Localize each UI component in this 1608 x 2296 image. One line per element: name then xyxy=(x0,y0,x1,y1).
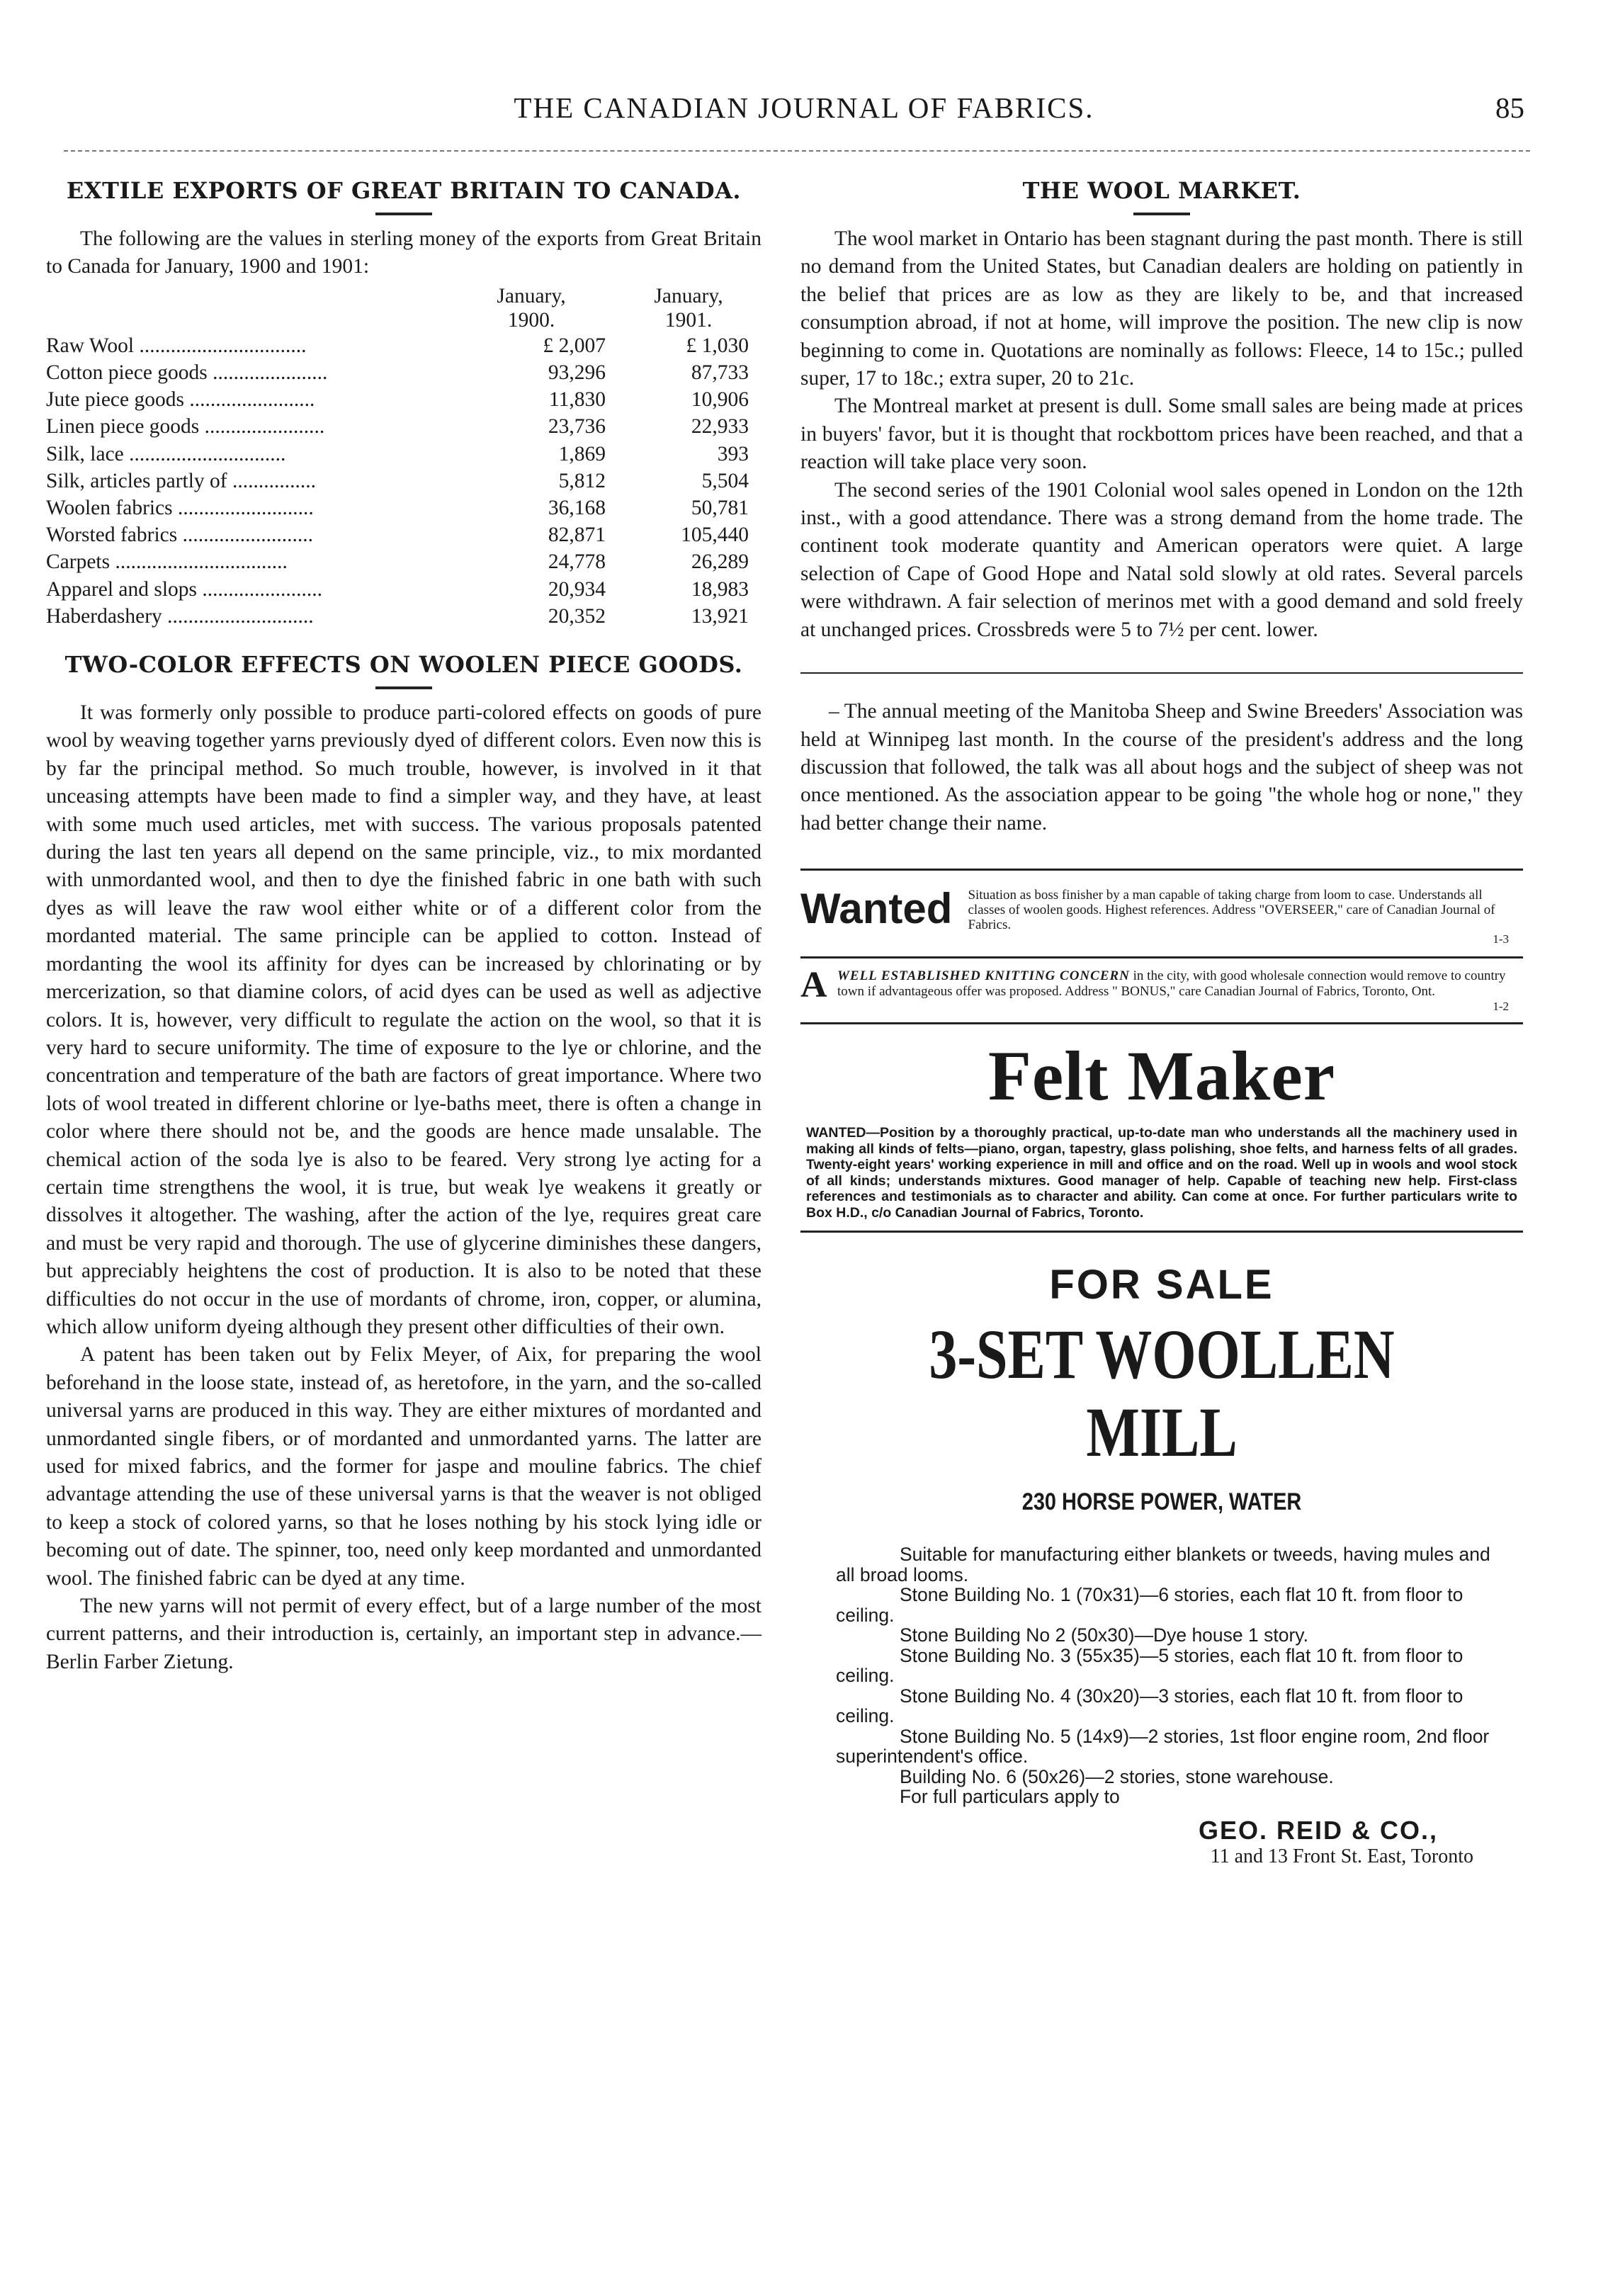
mill-line: Stone Building No. 3 (55x35)—5 stories, each flat 10 ft. from floor to ceiling. xyxy=(836,1644,1463,1687)
table-row: Jute piece goods ........................ 11,830 10,906 xyxy=(46,388,749,412)
ad-rule xyxy=(800,869,1523,871)
col-1900-year: 1900. xyxy=(507,308,555,332)
exports-intro: The following are the values in sterling money of the exports from Great Britain to Canada for January, 1900 and 1901: xyxy=(46,227,761,278)
running-header xyxy=(0,91,1608,133)
mill-title: 3-SET WOOLLEN MILL xyxy=(929,1315,1395,1472)
knitting-concern-ad xyxy=(800,965,1523,1006)
manitoba-paragraph: – The annual meeting of the Manitoba Sheep and Swine Breeders' Association was held at Winnipeg last month. In the course of the president's address and the long discussion that followed, the talk was all about hogs and the subject of sheep was not once mentioned. As the association appear to be going "the whole hog or none," they had better change their name. xyxy=(800,700,1523,835)
wanted-text: Situation as boss finisher by a man capable of taking charge from loom to case. Understands all classes of woolen goods. Highest references. Address "OVERSEER," care of Canadian Journal of Fabrics. xyxy=(968,888,1495,933)
left-column xyxy=(46,177,761,1676)
table-row: Silk, articles partly of ................ 5,812 5,504 xyxy=(46,469,749,492)
mill-line: Stone Building No. 5 (14x9)—2 stories, 1st floor engine room, 2nd floor superintendent's office. xyxy=(836,1725,1490,1768)
mill-details xyxy=(836,1544,1502,1807)
concern-text: in the city, with good wholesale connection would remove to country town if advantageous offer was proposed. Address " BONUS," care Canadian Journal of Fabrics, Toronto, Ont. xyxy=(837,968,1506,1000)
page-number: 85 xyxy=(1495,91,1524,124)
wanted-word: Wanted xyxy=(800,885,953,933)
wool-market-paragraph: The second series of the 1901 Colonial wool sales opened in London on the 12th inst., with a good attendance. There was a strong demand from the home trade. The continent took moderate quantity and American operators were quiet. A large selection of Cape of Good Hope and Natal sold slowly at old rates. Several parcels were withdrawn. A fair selection of merinos met with a good demand and sold freely at unchanged prices. Crossbreds were 5 to 7½ per cent. lower. xyxy=(800,478,1523,641)
felt-maker-title: Felt Maker xyxy=(987,1036,1336,1116)
heading-dash xyxy=(375,686,432,689)
mill-subtitle: 230 HORSE POWER, WATER xyxy=(1021,1488,1302,1516)
ad-rule xyxy=(800,1022,1523,1024)
two-color-paragraph: It was formerly only possible to produce parti-colored effects on goods of pure wool by weaving together yarns previously dyed of different colors. Even now this is by far the principal method. So much trouble, however, is involved in it that unceasing attempts have been made to find a simpler way, and they have, at least with some much used articles, met with success. The various proposals patented during the last ten years all depend on the same principle, viz., to mix mordanted with unmordanted wool, and then to dye the finished fabric in one bath with such dyes as will leave the raw wool either white or of a different color from the mordanted material. The same principle can be applied to cotton. Instead of mordanting the wool its affinity for dyes can be increased by chlorinating or by mercerization, so that diamine colors, of acid dyes can be used as well as adjective colors. It is, however, very difficult to regulate the action on the wool, so that it is very hard to secure uniformity. The time of exposure to the lye or chlorine, and the concentration and temperature of the bath are factors of great importance. Where two lots of wool treated in different chlorine or lye-baths meet, there is often a change in color where there should not be, and the goods are hence made unsalable. The chemical action of the soda lye is also to be feared. Very strong lye acting for a certain time strengthens the wool, it is true, but weak lye weakens it greatly or dissolves it altogether. The washing, after the action of the lye, requires great care and must be very rapid and thorough. The use of glycerine diminishes these dangers, but appreciably heightens the cost of production. It is also to be noted that these difficulties do not occur in the use of mordants of chrome, iron, copper, or alumina, which allow uniform dyeing although they present other difficulties of their own. xyxy=(46,701,761,1338)
heading-dash xyxy=(1133,213,1190,215)
manitoba-note xyxy=(800,698,1523,837)
journal-title: THE CANADIAN JOURNAL OF FABRICS. xyxy=(514,91,1094,124)
right-column xyxy=(800,177,1523,1868)
col-1901-head: January, xyxy=(654,284,723,307)
concern-ref: 1-2 xyxy=(1493,1000,1509,1014)
felt-maker-text: WANTED—Position by a thoroughly practical, up-to-date man who understands all the machinery used in making all kinds of felts—piano, organ, tapestry, glass polishing, shoe felts, and harness felts of all grades. Twenty-eight years' working experience in mill and office and on the road. Well up in wools and wool stock of all kinds; understands mixtures. Good manager of help. Capable of teaching new help. First-class references and testimonials as to character and ability. Can come at once. For further particulars write to Box H.D., c/o Canadian Journal of Fabrics, Toronto. xyxy=(806,1125,1517,1221)
mill-line: Stone Building No. 1 (70x31)—6 stories, each flat 10 ft. from floor to ceiling. xyxy=(836,1584,1463,1626)
mill-line: Suitable for manufacturing either blankets or tweeds, having mules and all broad looms. xyxy=(836,1544,1490,1585)
mill-line: Building No. 6 (50x26)—2 stories, stone warehouse. xyxy=(900,1765,1334,1787)
advertiser-address: 11 and 13 Front St. East, Toronto xyxy=(1210,1845,1473,1867)
table-row: Linen piece goods ....................... 23,736 22,933 xyxy=(46,415,749,439)
heading-dash xyxy=(375,213,432,215)
header-rule xyxy=(64,150,1530,152)
table-row: Haberdashery ............................ 20,352 13,921 xyxy=(46,604,749,628)
mill-line: Stone Building No 2 (50x30)—Dye house 1 story. xyxy=(900,1624,1308,1646)
for-sale-heading: FOR SALE xyxy=(1049,1262,1274,1308)
advertiser-name: GEO. REID & CO., xyxy=(1198,1815,1438,1845)
wool-market-paragraph: The Montreal market at present is dull. Some small sales are being made at prices in buyers' favor, but it is thought that rockbottom prices have been reached, and that a reaction will take place very soon. xyxy=(800,395,1523,474)
wanted-ref: 1-3 xyxy=(1493,932,1509,946)
table-row: Cotton piece goods ...................... 93,296 87,733 xyxy=(46,361,749,385)
mill-line: For full particulars apply to xyxy=(900,1786,1120,1808)
drop-cap: A xyxy=(800,965,827,1006)
col-1901-year: 1901. xyxy=(664,308,713,332)
wanted-ad xyxy=(800,885,1523,933)
ad-rule xyxy=(800,956,1523,958)
table-row: Woolen fabrics .......................... 36,168 50,781 xyxy=(46,497,749,520)
concern-caps: WELL ESTABLISHED KNITTING CONCERN xyxy=(837,968,1130,984)
table-row: Silk, lace .............................. 1,869 393 xyxy=(46,442,749,465)
exports-heading: EXTILE EXPORTS OF GREAT BRITAIN TO CANADA. xyxy=(66,177,742,204)
two-color-paragraph: A patent has been taken out by Felix Meyer, of Aix, for preparing the wool beforehand in the loose state, instead of, as heretofore, in the yarn, and the so-called universal yarns are produced in this way. They are either mixtures of mordanted and unmordanted single fibers, or of mordanted and unmordanted yarns. The latter are used for mixed fabrics, and the former for jaspe and mouline fabrics. The chief advantage attending the use of these universal yarns is that the weaver is not obliged to keep a stock of colored yarns, so that he loses nothing by his stock lying idle or becoming out of date. The spinner, too, need only keep mordanted and unmordanted wool. The finished fabric can be dyed at any time. xyxy=(46,1343,761,1590)
two-color-paragraph: The new yarns will not permit of every effect, but of a large number of the most current patterns, and their introduction is, certainly, an important step in advance.—Berlin Farber Zietung. xyxy=(46,1595,761,1673)
table-row: Apparel and slops ....................... 20,934 18,983 xyxy=(46,577,749,601)
table-row: Worsted fabrics ......................... 82,871 105,440 xyxy=(46,524,749,547)
ad-rule xyxy=(800,1231,1523,1233)
col-1900-head: January, xyxy=(497,284,566,307)
mill-line: Stone Building No. 4 (30x20)—3 stories, each flat 10 ft. from floor to ceiling. xyxy=(836,1685,1463,1727)
table-year-row xyxy=(46,308,761,332)
table-row: Carpets ................................. 24,778 26,289 xyxy=(46,550,749,574)
exports-table xyxy=(46,284,761,630)
table-row: Raw Wool ................................ £ 2,007 £ 1,030 xyxy=(46,334,749,357)
wool-market-paragraph: The wool market in Ontario has been stagnant during the past month. There is still no demand from the United States, but Canadian dealers are holding on patiently in the belief that prices are as low as they are likely to be, and that increased consumption abroad, if not at home, will improve the position. The new clip is now beginning to come in. Quotations are nominally as follows: Fleece, 14 to 15c.; pulled super, 17 to 18c.; extra super, 20 to 21c. xyxy=(800,227,1523,390)
table-header-row xyxy=(46,284,761,308)
wool-market-heading: THE WOOL MARKET. xyxy=(1022,177,1301,204)
two-color-heading: TWO-COLOR EFFECTS ON WOOLEN PIECE GOODS. xyxy=(64,651,743,679)
